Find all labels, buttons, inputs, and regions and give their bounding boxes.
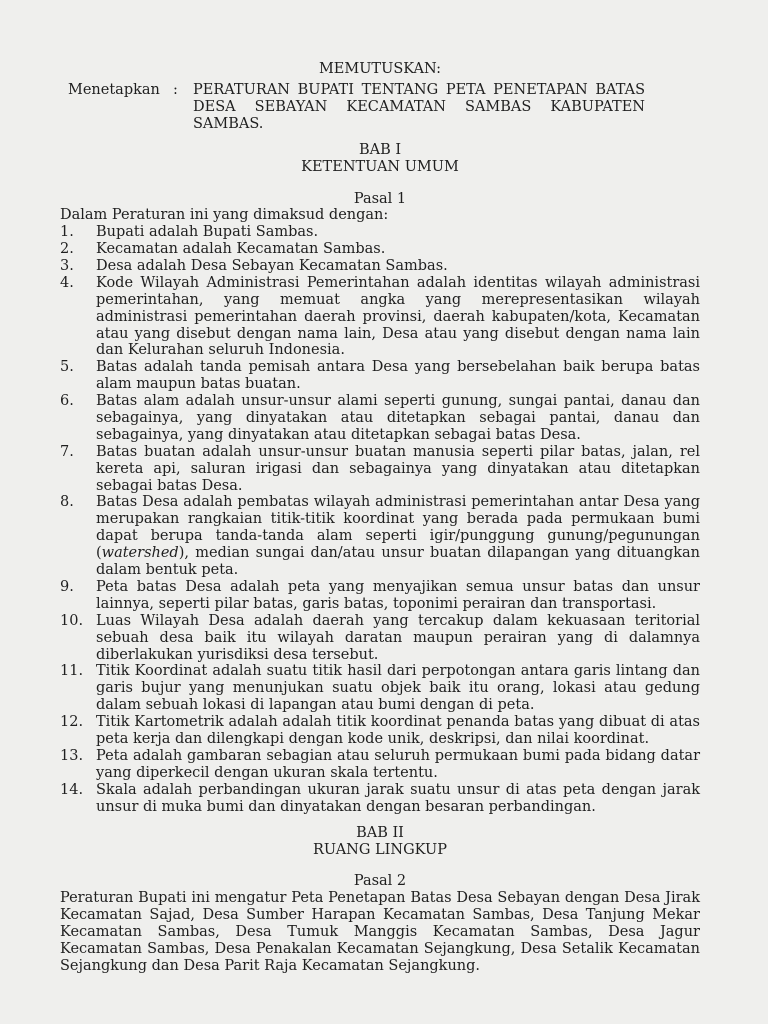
list-number: 6. bbox=[60, 393, 74, 409]
list-item-line: (watershed), median sungai dan/atau unsur buatan dilapangan yang dituangkan bbox=[96, 545, 700, 561]
menetapkan-label: Menetapkan bbox=[68, 82, 160, 98]
list-number: 9. bbox=[60, 579, 74, 595]
list-item-line: atau yang disebut dengan nama lain, Desa atau yang disebut dengan nama lain bbox=[96, 326, 700, 342]
list-item-line: dan Kelurahan seluruh Indonesia. bbox=[96, 342, 345, 358]
list-item-line: Batas adalah tanda pemisah antara Desa yang bersebelahan baik berupa batas bbox=[96, 359, 700, 375]
list-number: 2. bbox=[60, 241, 74, 257]
menetapkan-colon: : bbox=[173, 82, 178, 98]
list-item-line: peta kerja dan dilengkapi dengan kode unik, deskripsi, dan nilai koordinat. bbox=[96, 731, 650, 747]
list-item-line: sebagai batas Desa. bbox=[96, 478, 243, 494]
list-item-line: Desa adalah Desa Sebayan Kecamatan Sambas. bbox=[96, 258, 448, 274]
list-item-line: Kode Wilayah Administrasi Pemerintahan adalah identitas wilayah administrasi bbox=[96, 275, 700, 291]
pasal-paragraph-line: Sejangkung dan Desa Parit Raja Kecamatan Sejangkung. bbox=[60, 958, 481, 974]
list-number: 11. bbox=[60, 663, 84, 679]
list-item-line: Luas Wilayah Desa adalah daerah yang tercakup dalam kekuasaan teritorial bbox=[96, 613, 700, 629]
list-item-line: alam maupun batas buatan. bbox=[96, 376, 301, 392]
list-item-line: Peta batas Desa adalah peta yang menyajikan semua unsur batas dan unsur bbox=[96, 579, 700, 595]
pasal-paragraph-line: Kecamatan Sajad, Desa Sumber Harapan Kecamatan Sambas, Desa Tanjung Mekar bbox=[60, 907, 700, 923]
list-item-line: yang diperkecil dengan ukuran skala tertentu. bbox=[96, 765, 438, 781]
list-number: 14. bbox=[60, 782, 84, 798]
list-item-line: Titik Koordinat adalah suatu titik hasil dari perpotongan antara garis lintang dan bbox=[96, 663, 700, 679]
pasal-title: Pasal 1 bbox=[353, 191, 407, 207]
menetapkan-line: SAMBAS. bbox=[193, 116, 264, 132]
pasal-paragraph-line: Kecamatan Sambas, Desa Tumuk Manggis Kecamatan Sambas, Desa Jagur bbox=[60, 924, 700, 940]
list-item-line: Bupati adalah Bupati Sambas. bbox=[96, 224, 319, 240]
menetapkan-line: DESA SEBAYAN KECAMATAN SAMBAS KABUPATEN bbox=[193, 99, 645, 115]
list-item-line: administrasi pemerintahan daerah provinsi, daerah kabupaten/kota, Kecamatan bbox=[96, 309, 700, 325]
list-item-line: dalam sebuah lokasi di lapangan atau bumi dengan di peta. bbox=[96, 697, 535, 713]
list-item-line: diberlakukan yurisdiksi desa tersebut. bbox=[96, 647, 379, 663]
list-number: 1. bbox=[60, 224, 74, 240]
bab-title: BAB I bbox=[358, 142, 402, 158]
list-item-line: unsur di muka bumi dan dinyatakan dengan besaran perbandingan. bbox=[96, 799, 596, 815]
list-item-line: Peta adalah gambaran sebagian atau seluruh permukaan bumi pada bidang datar bbox=[96, 748, 700, 764]
list-item-line: Batas Desa adalah pembatas wilayah administrasi pemerintahan antar Desa yang bbox=[96, 494, 700, 510]
bab-subtitle: RUANG LINGKUP bbox=[313, 842, 447, 858]
list-item-line: merupakan rangkaian titik-titik koordinat yang berada pada permukaan bumi bbox=[96, 511, 700, 527]
list-item-line: pemerintahan, yang memuat angka yang merepresentasikan wilayah bbox=[96, 292, 700, 308]
list-item-line: lainnya, seperti pilar batas, garis batas, toponimi perairan dan transportasi. bbox=[96, 596, 657, 612]
pasal-title: Pasal 2 bbox=[353, 873, 407, 889]
heading-memutuskan: MEMUTUSKAN: bbox=[318, 61, 442, 77]
list-number: 12. bbox=[60, 714, 84, 730]
list-item-line: Kecamatan adalah Kecamatan Sambas. bbox=[96, 241, 386, 257]
list-item-line: Titik Kartometrik adalah adalah titik koordinat penanda batas yang dibuat di atas bbox=[96, 714, 700, 730]
list-item-line: garis bujur yang menunjukan suatu objek baik itu orang, lokasi atau gedung bbox=[96, 680, 700, 696]
list-item-line: Skala adalah perbandingan ukuran jarak suatu unsur di atas peta dengan jarak bbox=[96, 782, 700, 798]
list-item-line: Batas buatan adalah unsur-unsur buatan manusia seperti pilar batas, jalan, rel bbox=[96, 444, 700, 460]
pasal-paragraph-line: Peraturan Bupati ini mengatur Peta Penetapan Batas Desa Sebayan dengan Desa Jirak bbox=[60, 890, 700, 906]
list-number: 7. bbox=[60, 444, 74, 460]
list-item-line: sebagainya, yang dinyatakan atau ditetapkan sebagai batas Desa. bbox=[96, 427, 581, 443]
pasal-paragraph-line: Kecamatan Sambas, Desa Penakalan Kecamatan Sejangkung, Desa Setalik Kecamatan bbox=[60, 941, 700, 957]
list-number: 10. bbox=[60, 613, 84, 629]
menetapkan-line: PERATURAN BUPATI TENTANG PETA PENETAPAN BATAS bbox=[193, 82, 645, 98]
list-item-line: dalam bentuk peta. bbox=[96, 562, 239, 578]
list-item-line: sebuah desa baik itu wilayah daratan maupun perairan yang di dalamnya bbox=[96, 630, 700, 646]
list-item-line: kereta api, saluran irigasi dan sebagainya yang dinyatakan atau ditetapkan bbox=[96, 461, 700, 477]
list-number: 4. bbox=[60, 275, 74, 291]
list-number: 13. bbox=[60, 748, 84, 764]
list-number: 3. bbox=[60, 258, 74, 274]
list-number: 5. bbox=[60, 359, 74, 375]
list-item-line: Batas alam adalah unsur-unsur alami seperti gunung, sungai pantai, danau dan bbox=[96, 393, 700, 409]
pasal-intro: Dalam Peraturan ini yang dimaksud dengan: bbox=[60, 207, 389, 223]
bab-subtitle: KETENTUAN UMUM bbox=[301, 159, 459, 175]
list-number: 8. bbox=[60, 494, 74, 510]
list-item-line: dapat berupa tanda-tanda alam seperti igir/punggung gunung/pegunungan bbox=[96, 528, 700, 544]
list-item-line: sebagainya, yang dinyatakan atau ditetapkan sebagai pantai, danau dan bbox=[96, 410, 700, 426]
bab-title: BAB II bbox=[356, 825, 404, 841]
